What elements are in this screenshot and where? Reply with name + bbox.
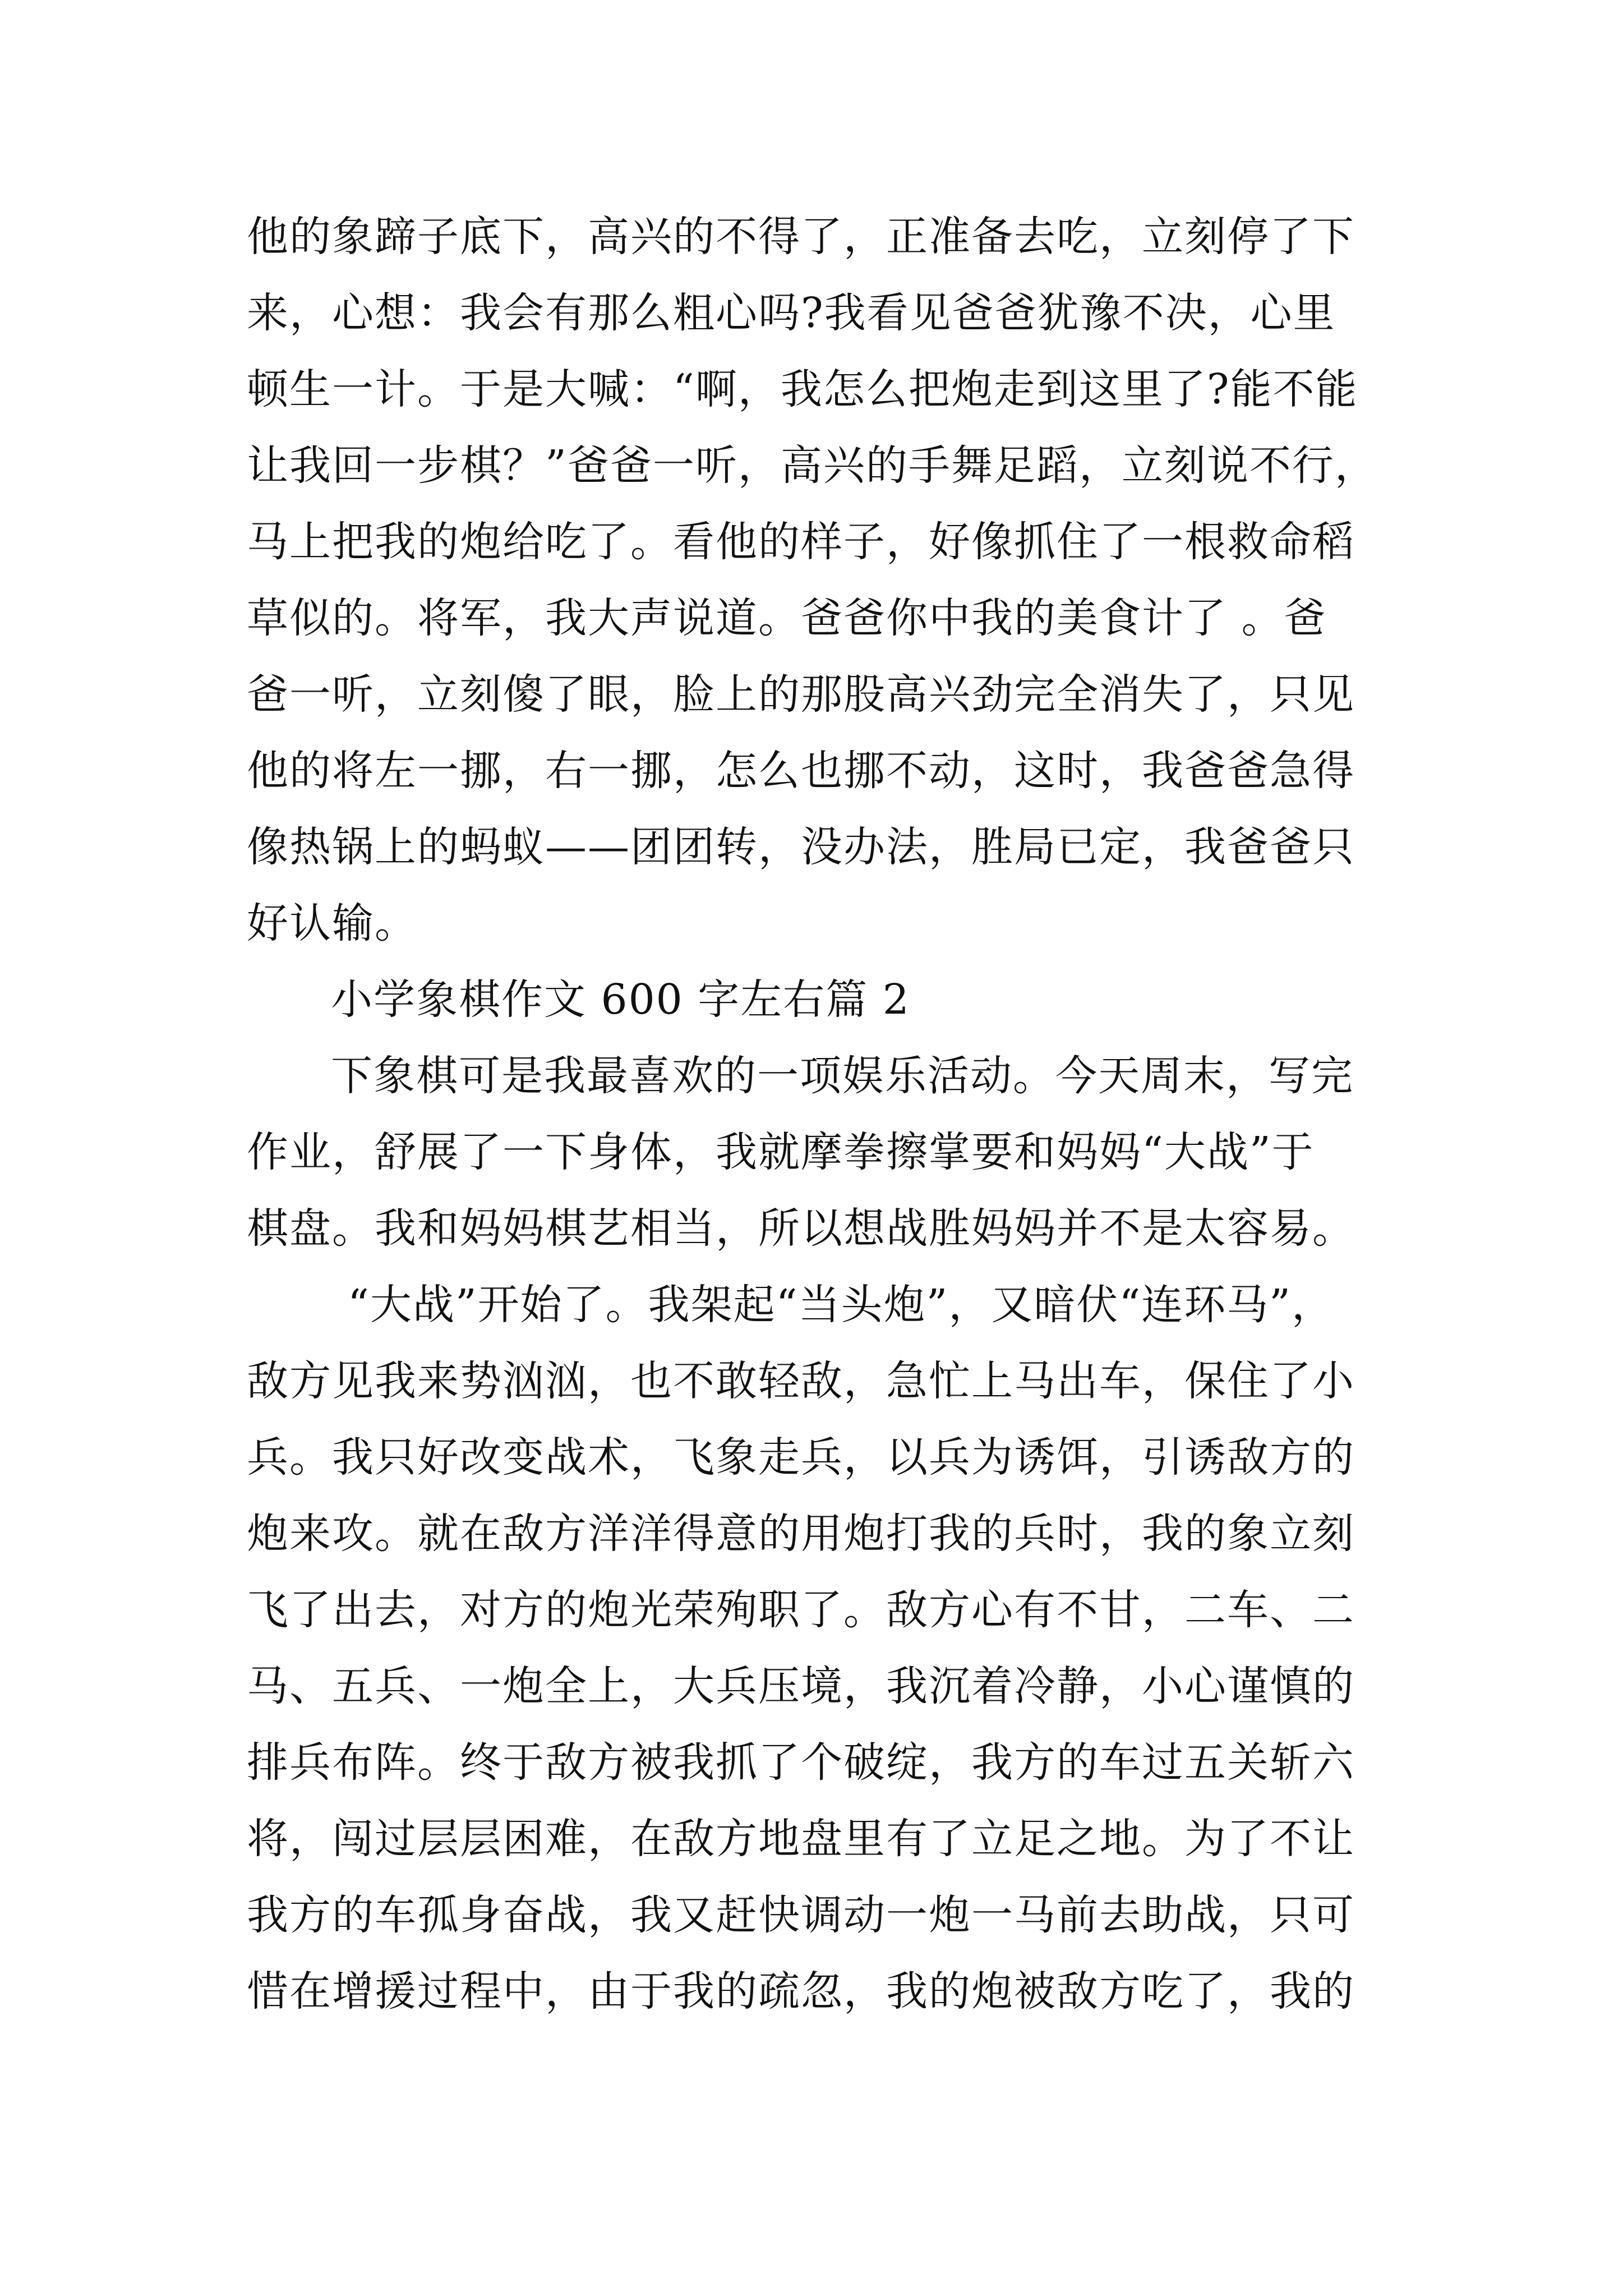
- text-line: 飞了出去，对方的炮光荣殉职了。敌方心有不甘，二车、二: [247, 1586, 1355, 1634]
- section-heading: 小学象棋作文 600 字左右篇 2: [331, 976, 910, 1024]
- text-line: 排兵布阵。终于敌方被我抓了个破绽，我方的车过五关斩六: [247, 1738, 1355, 1787]
- text-line: 让我回一步棋？”爸爸一听，高兴的手舞足蹈，立刻说不行，: [247, 441, 1377, 490]
- text-line: 马上把我的炮给吃了。看他的样子，好像抓住了一根救命稻: [247, 518, 1355, 566]
- text-line: 马、五兵、一炮全上，大兵压境，我沉着冷静，小心谨慎的: [247, 1662, 1355, 1710]
- text-line: 他的象蹄子底下，高兴的不得了，正准备去吃，立刻停了下: [247, 213, 1355, 261]
- text-line: 炮来攻。就在敌方洋洋得意的用炮打我的兵时，我的象立刻: [247, 1510, 1355, 1558]
- text-line: 我方的车孤身奋战，我又赶快调动一炮一马前去助战，只可: [247, 1891, 1355, 1939]
- text-line: 将，闯过层层困难，在敌方地盘里有了立足之地。为了不让: [247, 1815, 1355, 1863]
- text-line: 棋盘。我和妈妈棋艺相当，所以想战胜妈妈并不是太容易。: [247, 1204, 1355, 1253]
- text-line: “大战”开始了。我架起“当头炮”，又暗伏“连环马”，: [348, 1281, 1334, 1329]
- text-line: 来，心想：我会有那么粗心吗?我看见爸爸犹豫不决，心里: [247, 289, 1336, 337]
- text-line: 好认输。: [247, 899, 417, 947]
- text-line: 他的将左一挪，右一挪，怎么也挪不动，这时，我爸爸急得: [247, 747, 1355, 795]
- text-line: 草似的。将军，我大声说道。爸爸你中我的美食计了 。爸: [247, 594, 1327, 642]
- text-line: 像热锅上的蚂蚁——团团转，没办法，胜局已定，我爸爸只: [247, 823, 1355, 871]
- text-line: 兵。我只好改变战术，飞象走兵，以兵为诱饵，引诱敌方的: [247, 1433, 1355, 1481]
- text-line: 惜在增援过程中，由于我的疏忽，我的炮被敌方吃了，我的: [247, 1967, 1355, 2016]
- text-line: 爸一听，立刻傻了眼，脸上的那股高兴劲完全消失了，只见: [247, 670, 1355, 719]
- text-line: 下象棋可是我最喜欢的一项娱乐活动。今天周末，写完: [331, 1052, 1354, 1100]
- text-line: 顿生一计。于是大喊：“啊，我怎么把炮走到这里了?能不能: [247, 365, 1358, 413]
- text-line: 敌方见我来势汹汹，也不敢轻敌，急忙上马出车，保住了小: [247, 1357, 1355, 1405]
- text-line: 作业，舒展了一下身体，我就摩拳擦掌要和妈妈“大战”于: [247, 1128, 1315, 1176]
